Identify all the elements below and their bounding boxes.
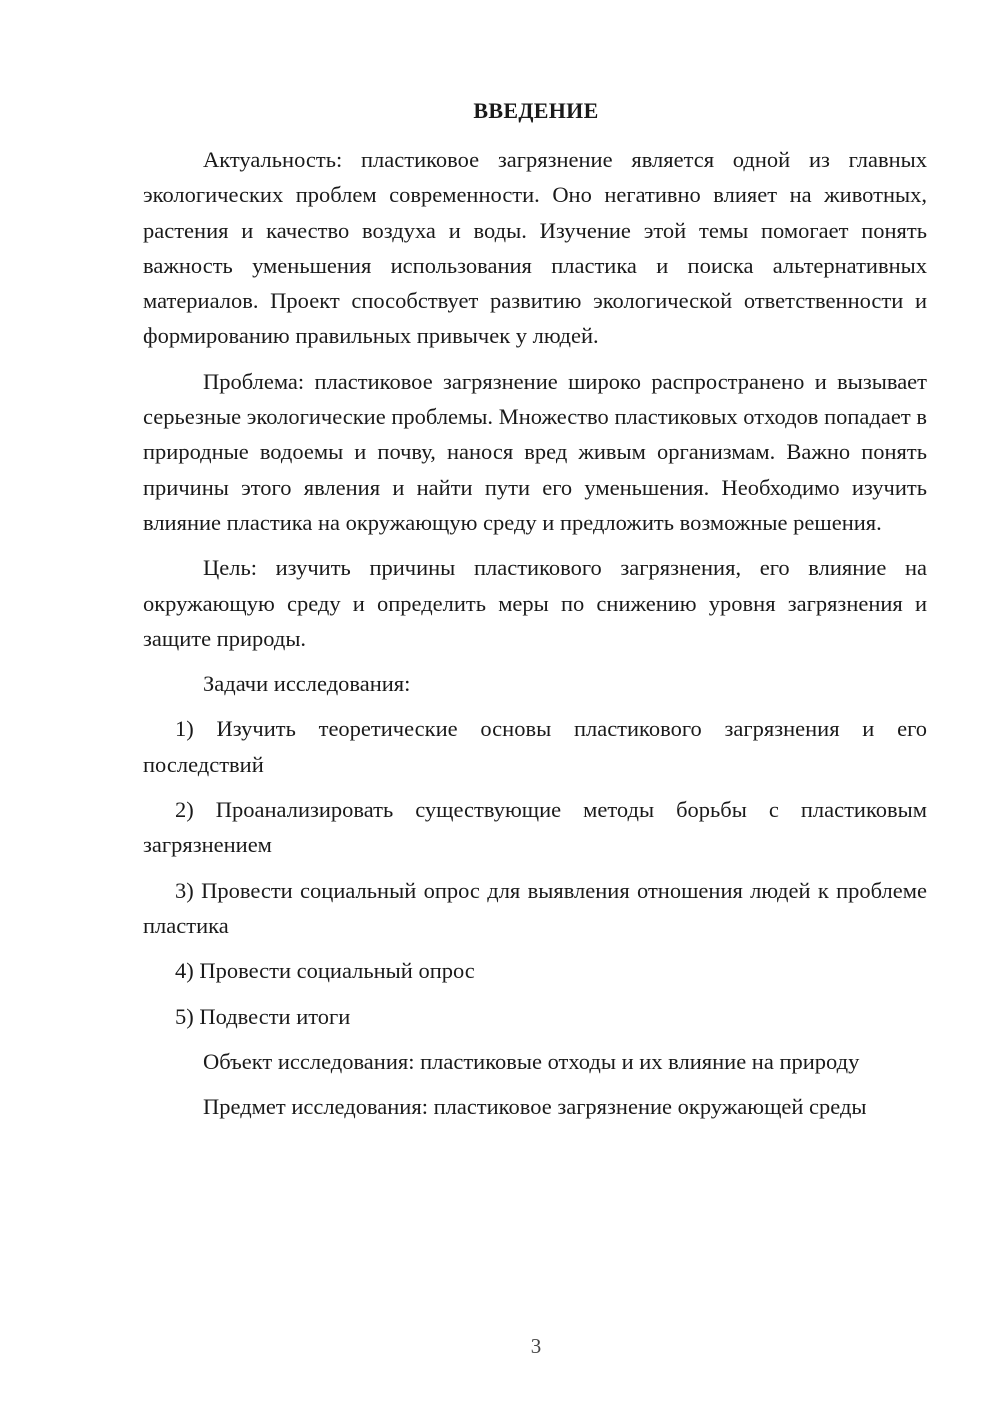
paragraph-object: Объект исследования: пластиковые отходы и их влияние на природу <box>203 1048 860 1074</box>
tasks-heading: Задачи исследования: <box>203 671 411 697</box>
task-item-1: 1) Изучить теоретические основы пластикового загрязнения и его последствий <box>143 716 927 777</box>
paragraph-goal: Цель: изучить причины пластикового загрязнения, его влияние на окружающую среду и определить меры по снижению уровня загрязнения и защите природы. <box>143 555 927 651</box>
paragraph-subject: Предмет исследования: пластиковое загрязнение окружающей среды <box>203 1094 867 1120</box>
paragraph-actuality: Актуальность: пластиковое загрязнение является одной из главных экологических проблем современности. Оно негативно влияет на животных, растения и качество воздуха и воды. Изучение этой темы помогает понять важность уменьшения использования пластика и поиска альтернативных материалов. Проект способствует развитию экологической ответственности и формированию правильных привычек у людей. <box>143 147 927 349</box>
document-body <box>143 142 927 1124</box>
task-item-2: 2) Проанализировать существующие методы борьбы с пластиковым загрязнением <box>143 797 927 858</box>
task-item-5: 5) Подвести итоги <box>175 1003 351 1029</box>
page-number: 3 <box>530 1334 542 1358</box>
paragraph-problem: Проблема: пластиковое загрязнение широко распространено и вызывает серьезные экологические проблемы. Множество пластиковых отходов попадает в природные водоемы и почву, нанося вред живым организмам. Важно понять причины этого явления и найти пути его уменьшения. Необходимо изучить влияние пластика на окружающую среду и предложить возможные решения. <box>143 368 927 535</box>
task-item-4: 4) Провести социальный опрос <box>175 958 475 984</box>
page-title: ВВЕДЕНИЕ <box>473 98 599 123</box>
task-item-3: 3) Провести социальный опрос для выявления отношения людей к проблеме пластика <box>143 877 927 938</box>
